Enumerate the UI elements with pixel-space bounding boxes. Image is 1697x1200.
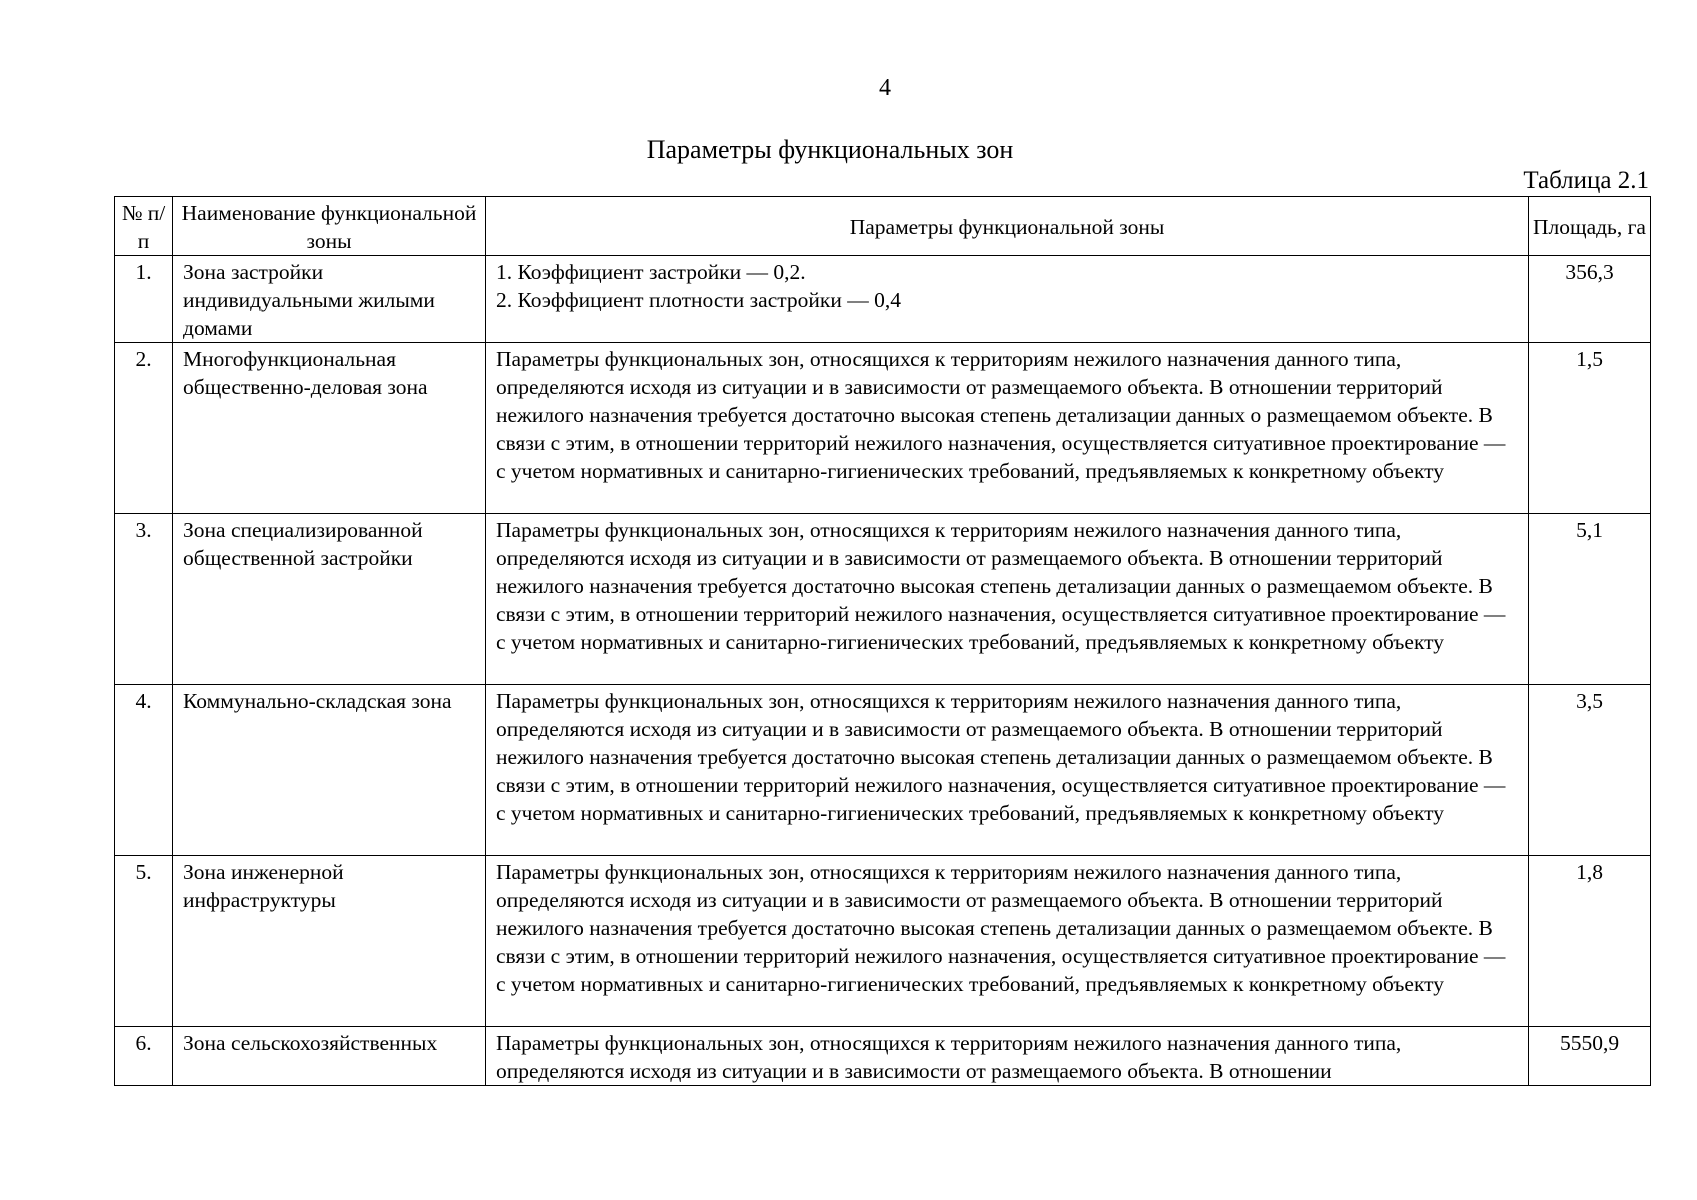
row-number: 2. [115, 343, 173, 514]
zone-params: Параметры функциональных зон, относящихся к территориям нежилого назначения данного типа, определяются исходя из ситуации и в зависимости от размещаемого объекта. В отношении [486, 1027, 1529, 1086]
zone-name: Зона специализированной общественной застройки [173, 514, 486, 685]
zone-params [486, 256, 1529, 343]
table-row [115, 256, 1651, 343]
header-zone-name: Наименование функциональной зоны [173, 197, 486, 256]
zone-area: 1,8 [1529, 856, 1651, 1027]
zone-name: Зона застройки индивидуальными жилыми домами [173, 256, 486, 343]
table-row [115, 856, 1651, 1027]
page-number: 4 [879, 75, 891, 101]
table-row [115, 1027, 1651, 1086]
row-number: 5. [115, 856, 173, 1027]
zone-area: 5,1 [1529, 514, 1651, 685]
zone-area: 3,5 [1529, 685, 1651, 856]
zone-params: Параметры функциональных зон, относящихся к территориям нежилого назначения данного типа, определяются исходя из ситуации и в зависимости от размещаемого объекта. В отношении территорий нежилого назначения требуется достаточно высокая степень детализации данных о размещаемом объекте. В связи с этим, в отношении территорий нежилого назначения, осуществляется ситуативное проектирование — с учетом нормативных и санитарно-гигиенических требований, предъявляемых к конкретному объекту [486, 514, 1529, 685]
zone-parameters-table [114, 196, 1651, 1086]
zone-name: Зона сельскохозяйственных [173, 1027, 486, 1086]
table-caption: Таблица 2.1 [1523, 167, 1649, 194]
header-area: Площадь, га [1529, 197, 1651, 256]
table-row [115, 685, 1651, 856]
zone-params: Параметры функциональных зон, относящихся к территориям нежилого назначения данного типа, определяются исходя из ситуации и в зависимости от размещаемого объекта. В отношении территорий нежилого назначения требуется достаточно высокая степень детализации данных о размещаемом объекте. В связи с этим, в отношении территорий нежилого назначения, осуществляется ситуативное проектирование — с учетом нормативных и санитарно-гигиенических требований, предъявляемых к конкретному объекту [486, 685, 1529, 856]
param-item: 2. Коэффициент плотности застройки — 0,4 [496, 288, 901, 312]
row-number: 4. [115, 685, 173, 856]
param-item: 1. Коэффициент застройки — 0,2. [496, 260, 806, 284]
row-number: 1. [115, 256, 173, 343]
table-row [115, 514, 1651, 685]
zone-name: Зона инженерной инфраструктуры [173, 856, 486, 1027]
table-header-row [115, 197, 1651, 256]
zone-area: 1,5 [1529, 343, 1651, 514]
zone-name: Коммунально-складская зона [173, 685, 486, 856]
zone-area: 356,3 [1529, 256, 1651, 343]
zone-area: 5550,9 [1529, 1027, 1651, 1086]
table-row [115, 343, 1651, 514]
header-num: № п/п [115, 197, 173, 256]
header-zone-params: Параметры функциональной зоны [486, 197, 1529, 256]
row-number: 3. [115, 514, 173, 685]
zone-params: Параметры функциональных зон, относящихся к территориям нежилого назначения данного типа, определяются исходя из ситуации и в зависимости от размещаемого объекта. В отношении территорий нежилого назначения требуется достаточно высокая степень детализации данных о размещаемом объекте. В связи с этим, в отношении территорий нежилого назначения, осуществляется ситуативное проектирование — с учетом нормативных и санитарно-гигиенических требований, предъявляемых к конкретному объекту [486, 343, 1529, 514]
row-number: 6. [115, 1027, 173, 1086]
document-title: Параметры функциональных зон [646, 135, 1014, 164]
zone-params: Параметры функциональных зон, относящихся к территориям нежилого назначения данного типа, определяются исходя из ситуации и в зависимости от размещаемого объекта. В отношении территорий нежилого назначения требуется достаточно высокая степень детализации данных о размещаемом объекте. В связи с этим, в отношении территорий нежилого назначения, осуществляется ситуативное проектирование — с учетом нормативных и санитарно-гигиенических требований, предъявляемых к конкретному объекту [486, 856, 1529, 1027]
zone-name: Многофункциональная общественно-деловая зона [173, 343, 486, 514]
